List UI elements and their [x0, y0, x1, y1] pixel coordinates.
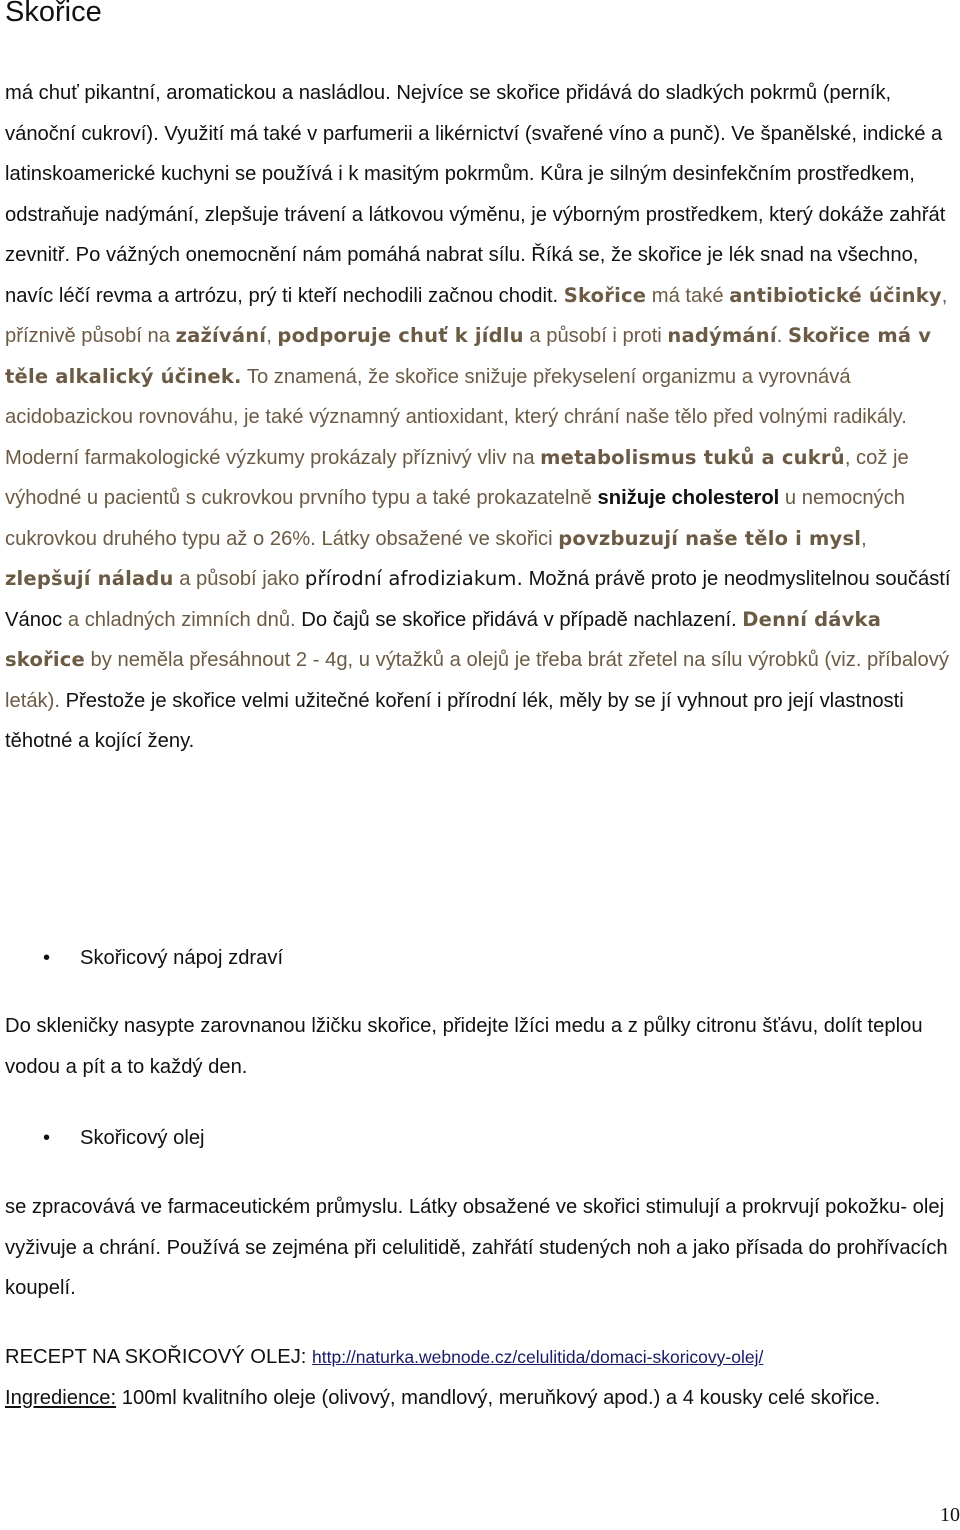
highlight-appetite: podporuje chuť k jídlu [277, 324, 524, 347]
highlight-body-mind: povzbuzují naše tělo i mysl [558, 526, 862, 550]
text: , [266, 325, 278, 347]
paragraph-oil: se zpracovává ve farmaceutickém průmyslu. Látky obsažené ve skořici stimulují a prokrvují pokožku- olej vyživuje a chrání. Používá se zejména při celulitidě, zahřátí studených noh a jako přísada do prohřívacích koupelí. [5, 1196, 948, 1299]
highlight-cholesterol: snižuje cholesterol [597, 487, 780, 509]
highlight-skorice: Skořice [563, 283, 647, 307]
text: a chladných zimních dnů. [62, 608, 296, 631]
highlight-mood: zlepšují náladu [5, 567, 174, 590]
highlight-digestion: zažívání [175, 324, 267, 347]
ingredients-label: Ingredience: [5, 1386, 117, 1409]
highlight-daily-dose: Denní dávka skořice [5, 607, 882, 671]
text: Přestože je skořice velmi užitečné koření i přírodní lék, měly by se jí vyhnout pro její vlastnosti těhotné a kojící ženy. [5, 689, 904, 752]
text: u nemocných cukrovkou druhého typu až o 26%. Látky obsažené ve skořici [5, 487, 905, 550]
text: a působí i proti [523, 325, 668, 347]
paragraph-recipe [5, 1337, 953, 1418]
text: , což je výhodné u pacientů s cukrovkou prvního typu a také prokazatelně [5, 446, 909, 509]
bullet-label: Skořicový olej [80, 1127, 205, 1149]
intro-text: má chuť pikantní, aromatickou a nasládlou. Nejvíce se skořice přidává do sladkých pokrmů (perník, vánoční cukroví). Využití má také v parfumerii a likérnictví (svařené víno a punč). Ve španělské, indické a latinskoamerické kuchyni se používá i k masitým pokrmům. Kůra je silným desinfekčním prostředkem, odstraňuje nadýmání, zlepšuje trávení a látkovou výměnu, je výborným prostředkem, který dokáže zahřát zevnitř. Po vážných onemocnění nám pomáhá nabrat sílu. Říká se, že skořice je lék snad na všechno, navíc léčí revma a artrózu, prý ti kteří nechodili začnou chodit. [5, 82, 946, 307]
text: . [776, 325, 788, 347]
text: a působí jako [173, 568, 305, 590]
highlight-alkaline: Skořice má v těle alkalický účinek. [5, 324, 932, 388]
ingredients-text: 100ml kvalitního oleje (olivový, mandlový, meruňkový apod.) a 4 kousky celé skořice. [116, 1386, 881, 1409]
page-number: 10 [940, 1504, 960, 1526]
text: To znamená, že skořice snižuje překyselení organizmu a vyrovnává acidobazickou rovnováhu, je také významný antioxidant, který chrání naše tělo před volnými radikály. Moderní farmakologické výzkumy prokázaly příznivý vliv na [5, 365, 907, 469]
text: Do čajů se skořice přidává v případě nachlazení. [295, 608, 743, 631]
text: Možná právě proto je neodmyslitelnou součástí Vánoc [5, 568, 951, 631]
highlight-bloating: nadýmání [667, 324, 777, 347]
highlight-antibiotic: antibiotické účinky [729, 283, 942, 307]
bullet-label: Skořicový nápoj zdraví [80, 947, 284, 969]
recipe-link[interactable]: http://naturka.webnode.cz/celulitida/domaci-skoricovy-olej/ [312, 1347, 764, 1367]
page-title: Skořice [5, 0, 102, 28]
highlight-metabolism: metabolismus tuků a cukrů [540, 445, 845, 469]
bullet-icon: • [43, 947, 51, 969]
recipe-label: RECEPT NA SKOŘICOVÝ OLEJ: [5, 1346, 313, 1368]
bullet-icon: • [43, 1127, 51, 1149]
text: , příznivě působí na [5, 284, 948, 347]
text: , [861, 527, 867, 550]
text: má také [646, 284, 730, 307]
paragraph-intro [5, 73, 953, 762]
paragraph-drink: Do skleničky nasypte zarovnanou lžičku skořice, přidejte lžíci medu a z půlky citronu šťávu, dolít teplou vodou a pít a to každý den. [5, 1015, 923, 1078]
text: by neměla přesáhnout 2 - 4g, u výtažků a olejů je třeba brát zřetel na sílu výrobků (viz. příbalový leták). [5, 649, 949, 712]
highlight-aphrodisiac: přírodní afrodiziakum. [304, 567, 523, 590]
